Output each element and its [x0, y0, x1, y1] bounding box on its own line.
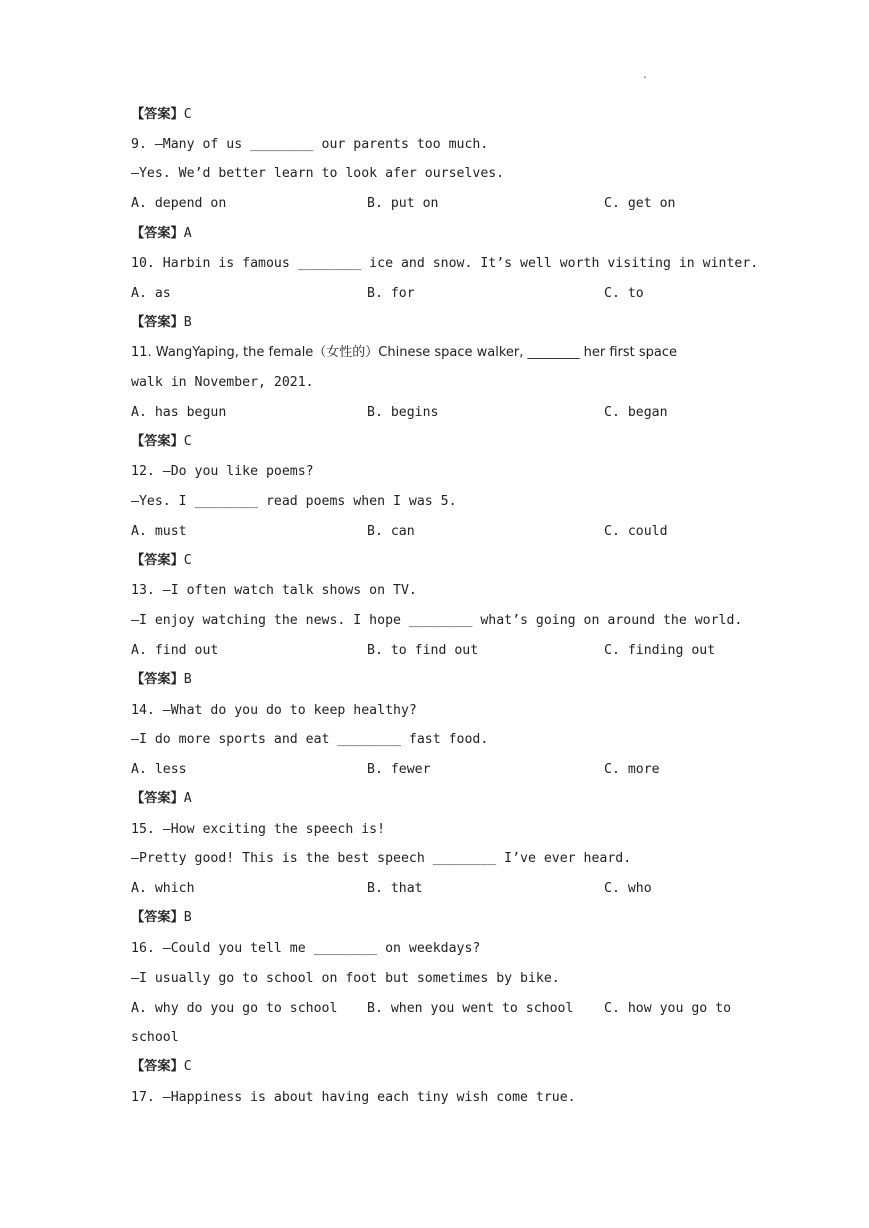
question-12-options: [131, 523, 751, 541]
answer-value: C: [183, 1059, 192, 1074]
question-9-line-2: —Yes. We’d better learn to look afer ourselves.: [131, 166, 505, 181]
option-c: C. began: [604, 405, 668, 420]
option-c: C. finding out: [604, 643, 716, 658]
question-15-options: [131, 880, 751, 898]
option-a: A. has begun: [131, 405, 227, 420]
answer-label: 【答案】: [131, 553, 184, 568]
answer-value: B: [183, 910, 192, 925]
answer-value: A: [183, 226, 192, 241]
option-c: C. how you go to: [604, 1001, 732, 1016]
question-11-line-2: walk in November, 2021.: [131, 375, 314, 390]
option-a: A. must: [131, 524, 187, 539]
question-17-line-1: 17. —Happiness is about having each tiny wish come true.: [131, 1090, 576, 1105]
answer-label: 【答案】: [131, 315, 184, 330]
question-9-options: [131, 195, 751, 213]
question-11-line-1: 11. WangYaping, the female（女性的）Chinese space walker, ________ her first space: [131, 345, 678, 360]
answer-line: [131, 1058, 192, 1076]
header-dot: .: [642, 70, 649, 81]
answer-label: 【答案】: [131, 107, 184, 122]
answer-line: [131, 225, 192, 243]
option-b: B. to find out: [367, 643, 479, 658]
option-a: A. find out: [131, 643, 219, 658]
answer-value: C: [183, 553, 192, 568]
answer-label: 【答案】: [131, 672, 184, 687]
question-13-line-2: —I enjoy watching the news. I hope ________ what’s going on around the world.: [131, 613, 743, 628]
option-b: B. that: [367, 881, 423, 896]
option-a: A. as: [131, 286, 171, 301]
question-13-options: [131, 642, 751, 660]
answer-value: C: [183, 434, 192, 449]
answer-label: 【答案】: [131, 910, 184, 925]
question-14-options: [131, 761, 751, 779]
answer-value: C: [183, 107, 192, 122]
question-11-options: [131, 404, 751, 422]
option-b: B. for: [367, 286, 415, 301]
question-14-line-1: 14. —What do you do to keep healthy?: [131, 703, 417, 718]
question-14-line-2: —I do more sports and eat ________ fast food.: [131, 732, 489, 747]
option-c: C. could: [604, 524, 668, 539]
option-b: B. when you went to school: [367, 1001, 574, 1016]
answer-label: 【答案】: [131, 791, 184, 806]
answer-line: [131, 552, 192, 570]
option-b: B. begins: [367, 405, 439, 420]
option-b: B. put on: [367, 196, 439, 211]
option-c: C. who: [604, 881, 652, 896]
answer-value: A: [183, 791, 192, 806]
answer-line: [131, 671, 192, 689]
option-c: C. to: [604, 286, 644, 301]
option-a: A. less: [131, 762, 187, 777]
question-16-line-1: 16. —Could you tell me ________ on weekdays?: [131, 941, 481, 956]
option-a: A. which: [131, 881, 195, 896]
answer-value: B: [183, 672, 192, 687]
question-12-line-2: —Yes. I ________ read poems when I was 5.: [131, 494, 457, 509]
question-9-line-1: 9. —Many of us ________ our parents too much.: [131, 137, 489, 152]
answer-label: 【答案】: [131, 434, 184, 449]
option-a: A. why do you go to school: [131, 1001, 338, 1016]
question-16-line-2: —I usually go to school on foot but sometimes by bike.: [131, 971, 560, 986]
answer-line: [131, 106, 192, 124]
question-15-line-2: —Pretty good! This is the best speech ________ I’ve ever heard.: [131, 851, 632, 866]
answer-label: 【答案】: [131, 226, 184, 241]
option-a: A. depend on: [131, 196, 227, 211]
answer-line: [131, 433, 192, 451]
question-16-line-3: school: [131, 1030, 179, 1045]
option-b: B. can: [367, 524, 415, 539]
question-10-options: [131, 285, 751, 303]
answer-label: 【答案】: [131, 1059, 184, 1074]
answer-line: [131, 314, 192, 332]
option-b: B. fewer: [367, 762, 431, 777]
question-13-line-1: 13. —I often watch talk shows on TV.: [131, 583, 417, 598]
question-16-options: [131, 1000, 751, 1018]
answer-line: [131, 909, 192, 927]
option-c: C. get on: [604, 196, 676, 211]
question-12-line-1: 12. —Do you like poems?: [131, 464, 314, 479]
answer-value: B: [183, 315, 192, 330]
option-c: C. more: [604, 762, 660, 777]
question-15-line-1: 15. —How exciting the speech is!: [131, 822, 386, 837]
question-10-line-1: 10. Harbin is famous ________ ice and snow. It’s well worth visiting in winter.: [131, 256, 759, 271]
answer-line: [131, 790, 192, 808]
